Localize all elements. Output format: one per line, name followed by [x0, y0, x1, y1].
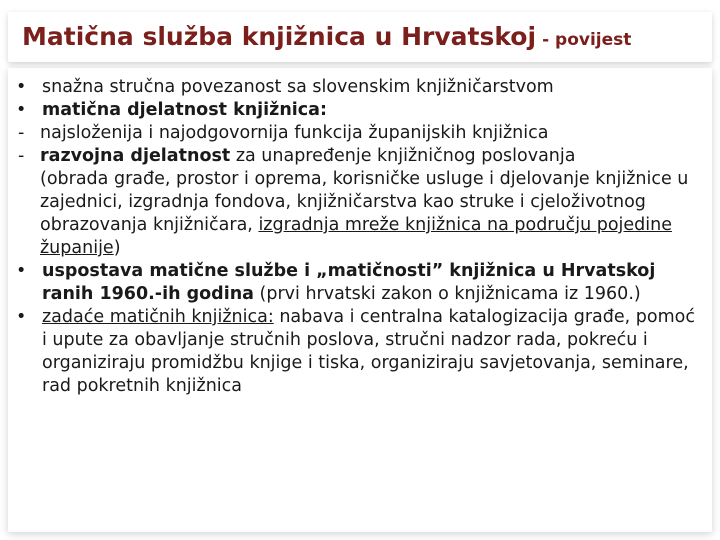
bullet-marker: • [16, 100, 27, 120]
dash-marker: - [18, 146, 25, 166]
bullet-marker: • [16, 261, 27, 281]
bullet-marker: • [16, 77, 27, 97]
list-item-4 [0, 145, 720, 260]
list-item-6 [0, 306, 720, 398]
item-parenthetical [40, 168, 700, 260]
item-text: za unapređenje knjižničnog poslovanja [230, 146, 576, 166]
dash-marker: - [18, 123, 25, 143]
paren-text: (obrada građe, prostor i oprema, korisničke usluge i djelovanje knjižnice u zajednici, izgradnja fondova, knjižničarstva kao struke i cjeloživotnog obrazovanja knjižničara, [40, 169, 689, 235]
paren-underlined-text: izgradnja mreže knjižnica na području pojedine županije [40, 215, 672, 258]
list-item-1 [0, 76, 720, 99]
item-underlined-text: zadaće matičnih knjižnica: [42, 307, 274, 327]
item-text: snažna stručna povezanost sa slovenskim knjižničarstvom [42, 77, 554, 97]
item-bold-text: razvojna djelatnost [40, 146, 231, 166]
bullet-list [0, 76, 720, 398]
item-text: (prvi hrvatski zakon o knjižnicama iz 1960.) [253, 284, 641, 304]
title-main: Matična služba knjižnica u Hrvatskoj [22, 22, 537, 51]
title-sub: - povijest [542, 30, 632, 50]
item-bold-text: uspostava matične službe i „matičnosti” knjižnica u Hrvatskoj ranih 1960.-ih godina [42, 261, 656, 304]
item-text: nabava i centralna katalogizacija građe, pomoć i upute za obavljanje stručnih poslova, stručni nadzor rada, pokreću i organiziraju promidžbu knjige i tiska, organiziraju savjetovanja, seminare, rad pokretnih knjižnica [42, 307, 695, 396]
list-item-3 [0, 122, 720, 145]
bullet-marker: • [16, 307, 27, 327]
list-item-5 [0, 260, 720, 306]
list-item-2 [0, 99, 720, 122]
paren-close: ) [113, 238, 121, 258]
item-text: najsloženija i najodgovornija funkcija županijskih knjižnica [40, 123, 549, 143]
slide-title [22, 22, 631, 51]
item-text: matična djelatnost knjižnica: [42, 100, 327, 120]
